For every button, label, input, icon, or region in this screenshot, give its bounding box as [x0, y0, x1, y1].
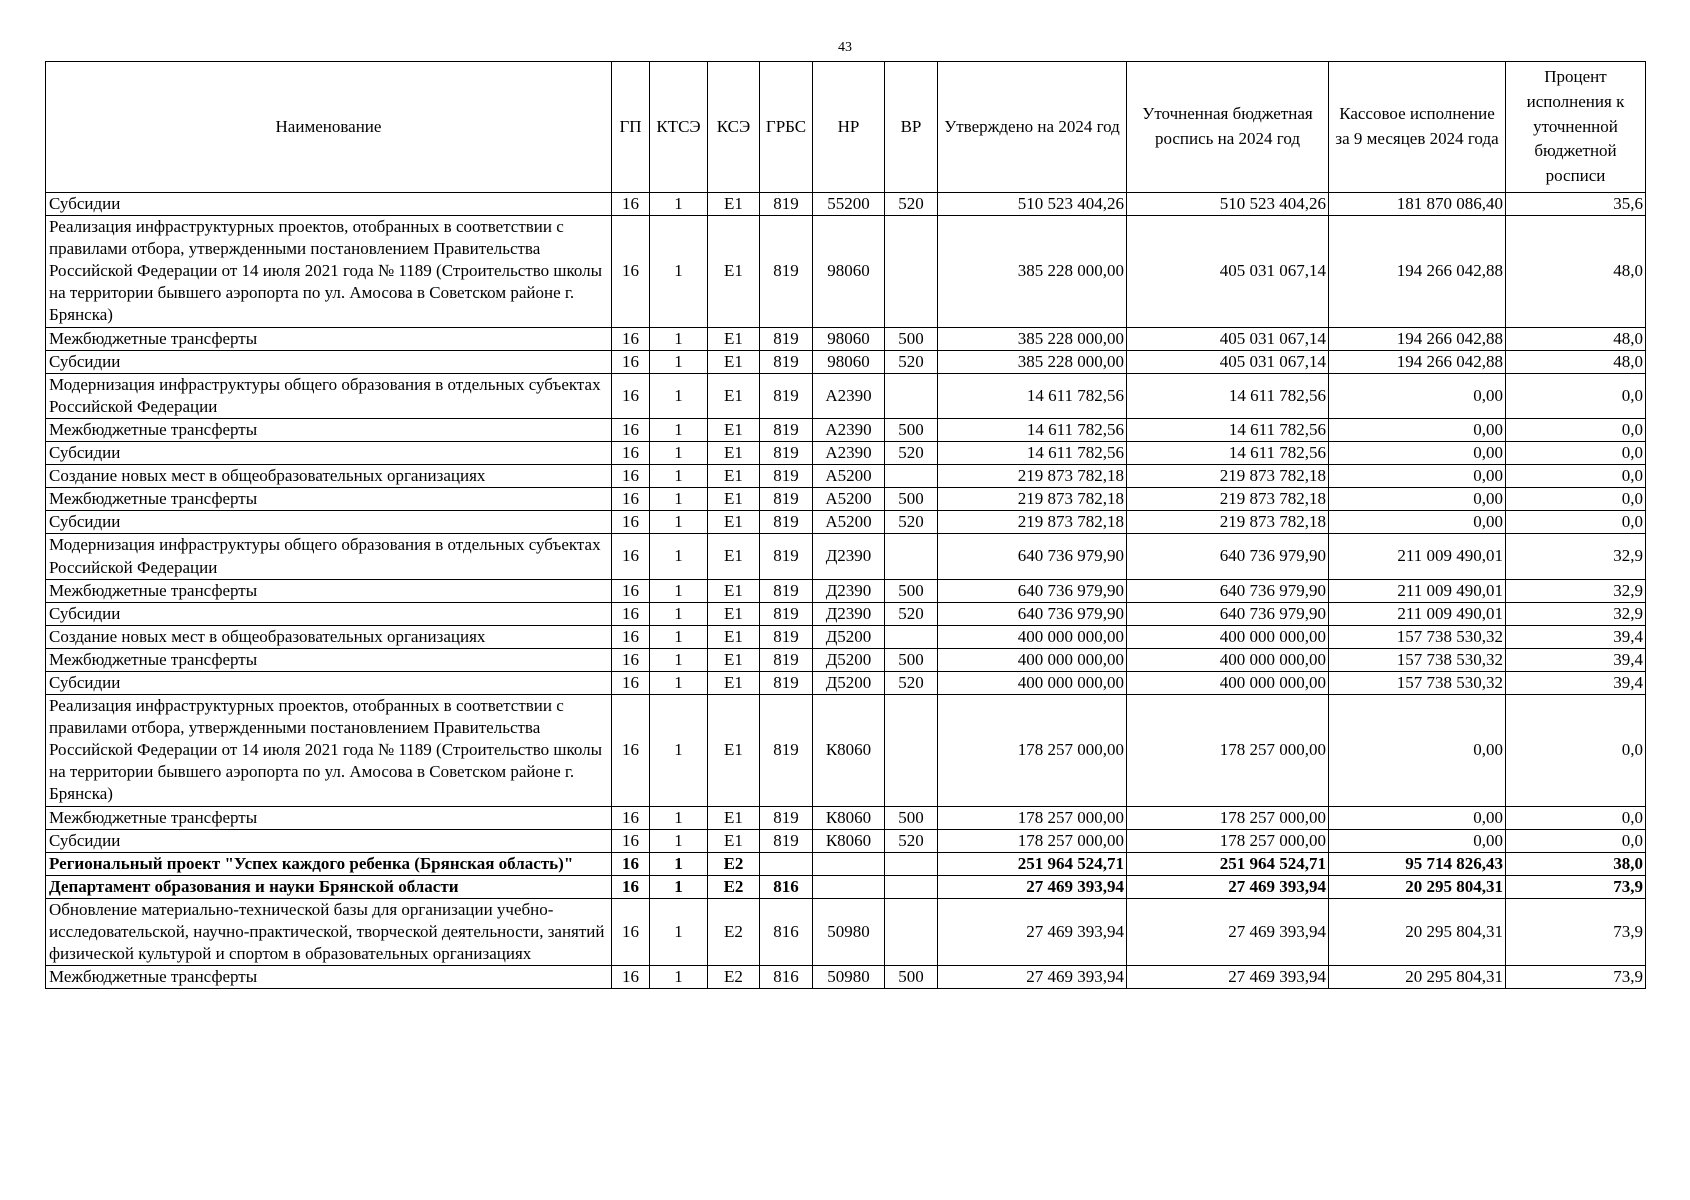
- percent-cell: 73,9: [1506, 966, 1646, 989]
- name-cell: Межбюджетные трансферты: [46, 579, 612, 602]
- vr-cell: 520: [885, 671, 938, 694]
- revised-cell: 405 031 067,14: [1127, 350, 1329, 373]
- ktse-cell: 1: [650, 442, 708, 465]
- cash-cell: 181 870 086,40: [1329, 193, 1506, 216]
- approved-cell: 640 736 979,90: [938, 579, 1127, 602]
- vr-cell: [885, 216, 938, 327]
- revised-cell: 14 611 782,56: [1127, 373, 1329, 418]
- gp-cell: 16: [612, 418, 650, 441]
- kse-cell: Е1: [708, 602, 760, 625]
- percent-cell: 73,9: [1506, 898, 1646, 965]
- table-row: [46, 534, 1646, 579]
- approved-cell: 251 964 524,71: [938, 852, 1127, 875]
- kse-cell: Е2: [708, 898, 760, 965]
- grbs-cell: 819: [760, 327, 813, 350]
- vr-cell: 520: [885, 193, 938, 216]
- grbs-cell: 819: [760, 695, 813, 806]
- vr-cell: [885, 465, 938, 488]
- name-cell: Субсидии: [46, 829, 612, 852]
- cash-cell: 0,00: [1329, 465, 1506, 488]
- column-header-nr: НР: [813, 62, 885, 193]
- grbs-cell: 816: [760, 875, 813, 898]
- nr-cell: 50980: [813, 898, 885, 965]
- gp-cell: 16: [612, 327, 650, 350]
- gp-cell: 16: [612, 671, 650, 694]
- cash-cell: 157 738 530,32: [1329, 648, 1506, 671]
- table-row: [46, 193, 1646, 216]
- percent-cell: 0,0: [1506, 373, 1646, 418]
- nr-cell: К8060: [813, 806, 885, 829]
- table-row: [46, 806, 1646, 829]
- ktse-cell: 1: [650, 829, 708, 852]
- vr-cell: [885, 625, 938, 648]
- ktse-cell: 1: [650, 625, 708, 648]
- table-row: [46, 829, 1646, 852]
- cash-cell: 20 295 804,31: [1329, 875, 1506, 898]
- name-cell: Межбюджетные трансферты: [46, 806, 612, 829]
- grbs-cell: 819: [760, 648, 813, 671]
- cash-cell: 194 266 042,88: [1329, 216, 1506, 327]
- kse-cell: Е1: [708, 350, 760, 373]
- ktse-cell: 1: [650, 327, 708, 350]
- table-row: [46, 216, 1646, 327]
- cash-cell: 20 295 804,31: [1329, 898, 1506, 965]
- ktse-cell: 1: [650, 966, 708, 989]
- kse-cell: Е1: [708, 511, 760, 534]
- nr-cell: 98060: [813, 327, 885, 350]
- gp-cell: 16: [612, 511, 650, 534]
- cash-cell: 211 009 490,01: [1329, 602, 1506, 625]
- table-row: [46, 327, 1646, 350]
- cash-cell: 0,00: [1329, 488, 1506, 511]
- gp-cell: 16: [612, 966, 650, 989]
- table-row: [46, 350, 1646, 373]
- approved-cell: 27 469 393,94: [938, 966, 1127, 989]
- name-cell: Создание новых мест в общеобразовательных организациях: [46, 465, 612, 488]
- revised-cell: 219 873 782,18: [1127, 488, 1329, 511]
- name-cell: Субсидии: [46, 193, 612, 216]
- cash-cell: 194 266 042,88: [1329, 327, 1506, 350]
- grbs-cell: 819: [760, 671, 813, 694]
- grbs-cell: [760, 852, 813, 875]
- vr-cell: 500: [885, 648, 938, 671]
- ktse-cell: 1: [650, 350, 708, 373]
- nr-cell: А5200: [813, 511, 885, 534]
- nr-cell: А5200: [813, 488, 885, 511]
- percent-cell: 39,4: [1506, 671, 1646, 694]
- page-number: 43: [838, 40, 852, 55]
- grbs-cell: 819: [760, 625, 813, 648]
- approved-cell: 178 257 000,00: [938, 695, 1127, 806]
- column-header-execution-percent: Процент исполнения к уточненной бюджетной росписи: [1506, 62, 1646, 193]
- gp-cell: 16: [612, 442, 650, 465]
- column-header-ktse: КТСЭ: [650, 62, 708, 193]
- nr-cell: К8060: [813, 695, 885, 806]
- grbs-cell: 819: [760, 806, 813, 829]
- approved-cell: 14 611 782,56: [938, 373, 1127, 418]
- gp-cell: 16: [612, 829, 650, 852]
- nr-cell: Д5200: [813, 625, 885, 648]
- nr-cell: А2390: [813, 373, 885, 418]
- revised-cell: 400 000 000,00: [1127, 625, 1329, 648]
- grbs-cell: 819: [760, 534, 813, 579]
- column-header-name: Наименование: [46, 62, 612, 193]
- name-cell: Межбюджетные трансферты: [46, 327, 612, 350]
- revised-cell: 219 873 782,18: [1127, 511, 1329, 534]
- ktse-cell: 1: [650, 418, 708, 441]
- revised-cell: 400 000 000,00: [1127, 671, 1329, 694]
- table-row: [46, 442, 1646, 465]
- ktse-cell: 1: [650, 579, 708, 602]
- column-header-approved: Утверждено на 2024 год: [938, 62, 1127, 193]
- name-cell: Межбюджетные трансферты: [46, 966, 612, 989]
- vr-cell: 520: [885, 602, 938, 625]
- kse-cell: Е1: [708, 327, 760, 350]
- kse-cell: Е1: [708, 216, 760, 327]
- vr-cell: 520: [885, 511, 938, 534]
- nr-cell: [813, 875, 885, 898]
- cash-cell: 0,00: [1329, 418, 1506, 441]
- name-cell: Субсидии: [46, 442, 612, 465]
- cash-cell: 0,00: [1329, 695, 1506, 806]
- kse-cell: Е1: [708, 418, 760, 441]
- table-row: [46, 488, 1646, 511]
- table-row: [46, 579, 1646, 602]
- percent-cell: 0,0: [1506, 442, 1646, 465]
- nr-cell: [813, 852, 885, 875]
- ktse-cell: 1: [650, 373, 708, 418]
- kse-cell: Е1: [708, 806, 760, 829]
- column-header-cash-execution: Кассовое исполнение за 9 месяцев 2024 года: [1329, 62, 1506, 193]
- nr-cell: К8060: [813, 829, 885, 852]
- kse-cell: Е1: [708, 625, 760, 648]
- table-row: [46, 418, 1646, 441]
- approved-cell: 27 469 393,94: [938, 898, 1127, 965]
- name-cell: Региональный проект "Успех каждого ребенка (Брянская область)": [46, 852, 612, 875]
- kse-cell: Е2: [708, 875, 760, 898]
- grbs-cell: 819: [760, 193, 813, 216]
- vr-cell: 520: [885, 442, 938, 465]
- table-row: [46, 671, 1646, 694]
- kse-cell: Е1: [708, 534, 760, 579]
- kse-cell: Е2: [708, 966, 760, 989]
- revised-cell: 27 469 393,94: [1127, 966, 1329, 989]
- approved-cell: 219 873 782,18: [938, 488, 1127, 511]
- ktse-cell: 1: [650, 852, 708, 875]
- kse-cell: Е1: [708, 373, 760, 418]
- percent-cell: 48,0: [1506, 350, 1646, 373]
- percent-cell: 39,4: [1506, 648, 1646, 671]
- grbs-cell: 819: [760, 465, 813, 488]
- name-cell: Модернизация инфраструктуры общего образования в отдельных субъектах Российской Федерации: [46, 373, 612, 418]
- percent-cell: 0,0: [1506, 829, 1646, 852]
- revised-cell: 405 031 067,14: [1127, 327, 1329, 350]
- nr-cell: 98060: [813, 350, 885, 373]
- percent-cell: 35,6: [1506, 193, 1646, 216]
- ktse-cell: 1: [650, 898, 708, 965]
- percent-cell: 0,0: [1506, 418, 1646, 441]
- revised-cell: 27 469 393,94: [1127, 875, 1329, 898]
- revised-cell: 640 736 979,90: [1127, 579, 1329, 602]
- kse-cell: Е1: [708, 442, 760, 465]
- grbs-cell: 819: [760, 418, 813, 441]
- gp-cell: 16: [612, 602, 650, 625]
- percent-cell: 0,0: [1506, 806, 1646, 829]
- vr-cell: 500: [885, 327, 938, 350]
- grbs-cell: 819: [760, 579, 813, 602]
- gp-cell: 16: [612, 350, 650, 373]
- name-cell: Субсидии: [46, 511, 612, 534]
- nr-cell: Д2390: [813, 579, 885, 602]
- percent-cell: 32,9: [1506, 534, 1646, 579]
- column-header-revised-budget: Уточненная бюджетная роспись на 2024 год: [1127, 62, 1329, 193]
- gp-cell: 16: [612, 193, 650, 216]
- grbs-cell: 819: [760, 488, 813, 511]
- approved-cell: 400 000 000,00: [938, 671, 1127, 694]
- table-row: [46, 625, 1646, 648]
- approved-cell: 178 257 000,00: [938, 806, 1127, 829]
- table-row: [46, 511, 1646, 534]
- percent-cell: 0,0: [1506, 488, 1646, 511]
- kse-cell: Е1: [708, 671, 760, 694]
- revised-cell: 14 611 782,56: [1127, 418, 1329, 441]
- gp-cell: 16: [612, 625, 650, 648]
- grbs-cell: 816: [760, 966, 813, 989]
- cash-cell: 0,00: [1329, 829, 1506, 852]
- table-body: [46, 193, 1646, 989]
- table-row: [46, 648, 1646, 671]
- table-row: [46, 875, 1646, 898]
- cash-cell: 0,00: [1329, 806, 1506, 829]
- table-row: [46, 852, 1646, 875]
- approved-cell: 640 736 979,90: [938, 534, 1127, 579]
- vr-cell: 500: [885, 418, 938, 441]
- revised-cell: 640 736 979,90: [1127, 602, 1329, 625]
- cash-cell: 0,00: [1329, 511, 1506, 534]
- approved-cell: 385 228 000,00: [938, 327, 1127, 350]
- ktse-cell: 1: [650, 193, 708, 216]
- revised-cell: 27 469 393,94: [1127, 898, 1329, 965]
- ktse-cell: 1: [650, 648, 708, 671]
- name-cell: Модернизация инфраструктуры общего образования в отдельных субъектах Российской Федерации: [46, 534, 612, 579]
- percent-cell: 0,0: [1506, 695, 1646, 806]
- name-cell: Реализация инфраструктурных проектов, отобранных в соответствии с правилами отбора, утвержденными постановлением Правительства Российской Федерации от 14 июля 2021 года № 1189 (Строительство школы на территории бывшего аэропорта по ул. Амосова в Советском районе г. Брянска): [46, 216, 612, 327]
- vr-cell: [885, 534, 938, 579]
- vr-cell: 520: [885, 350, 938, 373]
- grbs-cell: 816: [760, 898, 813, 965]
- table-row: [46, 465, 1646, 488]
- nr-cell: Д5200: [813, 648, 885, 671]
- approved-cell: 27 469 393,94: [938, 875, 1127, 898]
- grbs-cell: 819: [760, 511, 813, 534]
- percent-cell: 48,0: [1506, 216, 1646, 327]
- revised-cell: 178 257 000,00: [1127, 695, 1329, 806]
- budget-table: [45, 61, 1646, 989]
- name-cell: Создание новых мест в общеобразовательных организациях: [46, 625, 612, 648]
- cash-cell: 211 009 490,01: [1329, 534, 1506, 579]
- vr-cell: 520: [885, 829, 938, 852]
- approved-cell: 178 257 000,00: [938, 829, 1127, 852]
- nr-cell: Д2390: [813, 534, 885, 579]
- nr-cell: 50980: [813, 966, 885, 989]
- kse-cell: Е1: [708, 465, 760, 488]
- grbs-cell: 819: [760, 350, 813, 373]
- percent-cell: 0,0: [1506, 511, 1646, 534]
- kse-cell: Е1: [708, 829, 760, 852]
- ktse-cell: 1: [650, 488, 708, 511]
- name-cell: Субсидии: [46, 602, 612, 625]
- kse-cell: Е2: [708, 852, 760, 875]
- table-row: [46, 695, 1646, 806]
- gp-cell: 16: [612, 534, 650, 579]
- gp-cell: 16: [612, 579, 650, 602]
- revised-cell: 400 000 000,00: [1127, 648, 1329, 671]
- column-header-gp: ГП: [612, 62, 650, 193]
- approved-cell: 400 000 000,00: [938, 648, 1127, 671]
- name-cell: Субсидии: [46, 671, 612, 694]
- approved-cell: 14 611 782,56: [938, 418, 1127, 441]
- grbs-cell: 819: [760, 442, 813, 465]
- percent-cell: 38,0: [1506, 852, 1646, 875]
- kse-cell: Е1: [708, 193, 760, 216]
- column-header-kse: КСЭ: [708, 62, 760, 193]
- gp-cell: 16: [612, 898, 650, 965]
- gp-cell: 16: [612, 695, 650, 806]
- nr-cell: Д5200: [813, 671, 885, 694]
- nr-cell: Д2390: [813, 602, 885, 625]
- approved-cell: 385 228 000,00: [938, 350, 1127, 373]
- cash-cell: 157 738 530,32: [1329, 671, 1506, 694]
- percent-cell: 39,4: [1506, 625, 1646, 648]
- revised-cell: 14 611 782,56: [1127, 442, 1329, 465]
- nr-cell: А5200: [813, 465, 885, 488]
- ktse-cell: 1: [650, 511, 708, 534]
- gp-cell: 16: [612, 875, 650, 898]
- approved-cell: 400 000 000,00: [938, 625, 1127, 648]
- grbs-cell: 819: [760, 373, 813, 418]
- approved-cell: 385 228 000,00: [938, 216, 1127, 327]
- table-header-row: [46, 62, 1646, 193]
- name-cell: Обновление материально-технической базы для организации учебно-исследовательской, научно-практической, творческой деятельности, занятий физической культурой и спортом в образовательных организациях: [46, 898, 612, 965]
- percent-cell: 48,0: [1506, 327, 1646, 350]
- grbs-cell: 819: [760, 216, 813, 327]
- cash-cell: 157 738 530,32: [1329, 625, 1506, 648]
- vr-cell: [885, 373, 938, 418]
- name-cell: Субсидии: [46, 350, 612, 373]
- table-row: [46, 373, 1646, 418]
- gp-cell: 16: [612, 373, 650, 418]
- gp-cell: 16: [612, 465, 650, 488]
- approved-cell: 510 523 404,26: [938, 193, 1127, 216]
- cash-cell: 194 266 042,88: [1329, 350, 1506, 373]
- ktse-cell: 1: [650, 671, 708, 694]
- vr-cell: 500: [885, 966, 938, 989]
- cash-cell: 0,00: [1329, 373, 1506, 418]
- name-cell: Реализация инфраструктурных проектов, отобранных в соответствии с правилами отбора, утвержденными постановлением Правительства Российской Федерации от 14 июля 2021 года № 1189 (Строительство школы на территории бывшего аэропорта по ул. Амосова в Советском районе г. Брянска): [46, 695, 612, 806]
- revised-cell: 405 031 067,14: [1127, 216, 1329, 327]
- kse-cell: Е1: [708, 648, 760, 671]
- gp-cell: 16: [612, 806, 650, 829]
- name-cell: Межбюджетные трансферты: [46, 418, 612, 441]
- revised-cell: 251 964 524,71: [1127, 852, 1329, 875]
- percent-cell: 73,9: [1506, 875, 1646, 898]
- vr-cell: [885, 852, 938, 875]
- gp-cell: 16: [612, 488, 650, 511]
- ktse-cell: 1: [650, 695, 708, 806]
- revised-cell: 219 873 782,18: [1127, 465, 1329, 488]
- ktse-cell: 1: [650, 602, 708, 625]
- grbs-cell: 819: [760, 829, 813, 852]
- cash-cell: 211 009 490,01: [1329, 579, 1506, 602]
- approved-cell: 219 873 782,18: [938, 511, 1127, 534]
- percent-cell: 32,9: [1506, 602, 1646, 625]
- cash-cell: 95 714 826,43: [1329, 852, 1506, 875]
- grbs-cell: 819: [760, 602, 813, 625]
- vr-cell: 500: [885, 579, 938, 602]
- vr-cell: [885, 875, 938, 898]
- ktse-cell: 1: [650, 534, 708, 579]
- kse-cell: Е1: [708, 579, 760, 602]
- column-header-vr: ВР: [885, 62, 938, 193]
- revised-cell: 510 523 404,26: [1127, 193, 1329, 216]
- vr-cell: [885, 695, 938, 806]
- percent-cell: 32,9: [1506, 579, 1646, 602]
- approved-cell: 219 873 782,18: [938, 465, 1127, 488]
- nr-cell: А2390: [813, 418, 885, 441]
- approved-cell: 14 611 782,56: [938, 442, 1127, 465]
- approved-cell: 640 736 979,90: [938, 602, 1127, 625]
- nr-cell: 55200: [813, 193, 885, 216]
- ktse-cell: 1: [650, 806, 708, 829]
- name-cell: Департамент образования и науки Брянской области: [46, 875, 612, 898]
- kse-cell: Е1: [708, 695, 760, 806]
- percent-cell: 0,0: [1506, 465, 1646, 488]
- ktse-cell: 1: [650, 465, 708, 488]
- ktse-cell: 1: [650, 216, 708, 327]
- ktse-cell: 1: [650, 875, 708, 898]
- revised-cell: 640 736 979,90: [1127, 534, 1329, 579]
- vr-cell: [885, 898, 938, 965]
- column-header-grbs: ГРБС: [760, 62, 813, 193]
- vr-cell: 500: [885, 806, 938, 829]
- table-row: [46, 602, 1646, 625]
- revised-cell: 178 257 000,00: [1127, 829, 1329, 852]
- nr-cell: 98060: [813, 216, 885, 327]
- cash-cell: 0,00: [1329, 442, 1506, 465]
- nr-cell: А2390: [813, 442, 885, 465]
- table-row: [46, 898, 1646, 965]
- name-cell: Межбюджетные трансферты: [46, 488, 612, 511]
- table-row: [46, 966, 1646, 989]
- gp-cell: 16: [612, 648, 650, 671]
- gp-cell: 16: [612, 216, 650, 327]
- gp-cell: 16: [612, 852, 650, 875]
- revised-cell: 178 257 000,00: [1127, 806, 1329, 829]
- name-cell: Межбюджетные трансферты: [46, 648, 612, 671]
- kse-cell: Е1: [708, 488, 760, 511]
- vr-cell: 500: [885, 488, 938, 511]
- cash-cell: 20 295 804,31: [1329, 966, 1506, 989]
